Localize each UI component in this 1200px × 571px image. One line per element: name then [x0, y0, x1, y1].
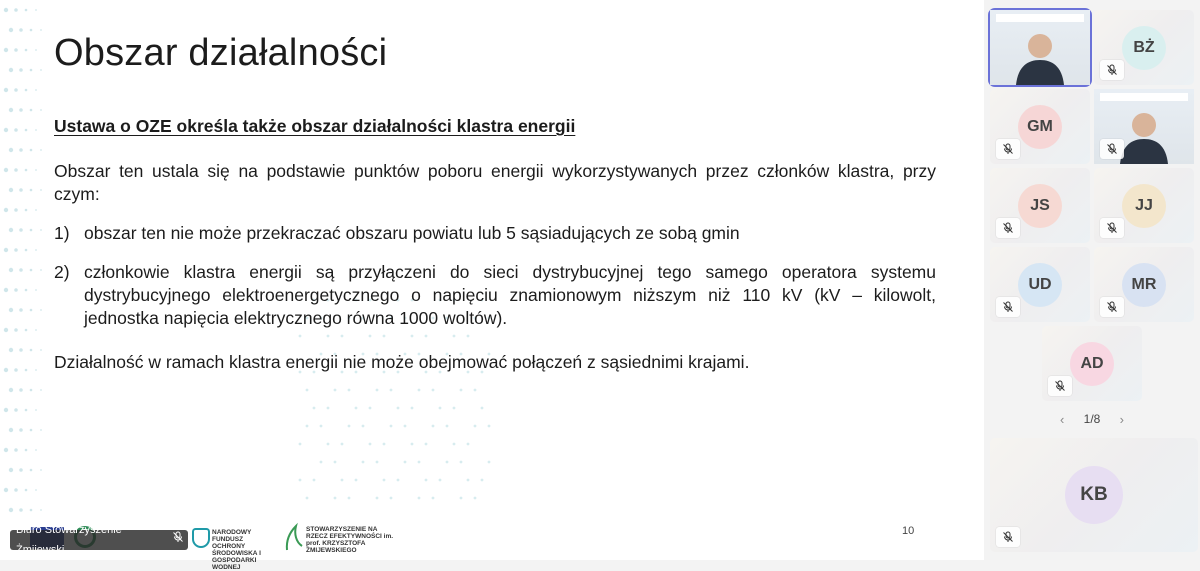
slide-subtitle: Ustawa o OZE określa także obszar działalności klastra energii: [54, 116, 576, 136]
decorative-dot: [25, 209, 28, 212]
decorative-dot: [19, 268, 23, 272]
avatar: [1065, 466, 1123, 524]
decorative-dot: [9, 348, 13, 352]
decorative-dot: [4, 208, 8, 212]
chevron-right-icon[interactable]: ›: [1119, 411, 1124, 427]
avatar-initials: JS: [1030, 196, 1050, 214]
avatar: [1122, 26, 1166, 70]
participant-tile[interactable]: [1094, 10, 1194, 85]
decorative-dot: [362, 425, 365, 428]
participant-pagination: [1060, 410, 1124, 428]
avatar-initials: AD: [1080, 354, 1104, 372]
decorative-dot: [19, 308, 23, 312]
participant-video: [990, 10, 1090, 85]
mic-off-icon: [996, 139, 1020, 159]
decorative-dot: [25, 129, 28, 132]
mic-off-icon: [1100, 218, 1124, 238]
decorative-dot: [40, 29, 42, 31]
decorative-dot: [35, 89, 37, 91]
decorative-dot: [306, 425, 309, 428]
association-logo-text: STOWARZYSZENIE NA RZECZ EFEKTYWNOŚCI im. prof. KRZYSZTOFA ŻMIJEWSKIEGO: [306, 526, 394, 554]
decorative-dot: [334, 389, 337, 392]
decorative-dot: [9, 108, 13, 112]
decorative-dot: [453, 407, 456, 410]
decorative-dot: [320, 461, 323, 464]
decorative-dot: [14, 328, 18, 332]
decorative-dot: [25, 9, 28, 12]
decorative-dot: [369, 407, 372, 410]
decorative-dot: [30, 269, 33, 272]
decorative-dot: [439, 479, 442, 482]
decorative-dot: [14, 368, 18, 372]
participant-tile[interactable]: [990, 89, 1090, 164]
decorative-dot: [397, 479, 400, 482]
decorative-dot: [14, 448, 18, 452]
participant-tile[interactable]: [1094, 247, 1194, 322]
decorative-dot: [446, 461, 449, 464]
decorative-dot: [35, 9, 37, 11]
decorative-dot: [418, 497, 421, 500]
decorative-dot: [432, 425, 435, 428]
slide-page-number: 10: [902, 525, 915, 537]
association-logo-mark: [284, 524, 304, 552]
decorative-dot: [488, 461, 491, 464]
decorative-dot: [19, 388, 23, 392]
list-item: [54, 261, 936, 330]
decorative-dot: [30, 69, 33, 72]
pinned-participant-tile[interactable]: [990, 438, 1198, 552]
decorative-dot: [25, 489, 28, 492]
avatar-initials: GM: [1027, 117, 1053, 135]
mic-off-icon: [1100, 139, 1124, 159]
decorative-dot: [481, 407, 484, 410]
decorative-dot: [474, 389, 477, 392]
decorative-dot: [35, 369, 37, 371]
decorative-dot: [348, 389, 351, 392]
decorative-dot: [474, 497, 477, 500]
decorative-dot: [19, 428, 23, 432]
decorative-dot: [25, 249, 28, 252]
decorative-dot: [9, 468, 13, 472]
decorative-dot: [453, 443, 456, 446]
avatar: [1018, 263, 1062, 307]
mic-off-icon: [1100, 297, 1124, 317]
decorative-dot: [19, 108, 23, 112]
decorative-dot: [362, 461, 365, 464]
decorative-dot: [320, 425, 323, 428]
decorative-dot: [30, 149, 33, 152]
decorative-dot: [14, 168, 18, 172]
decorative-dot: [40, 69, 42, 71]
decorative-dot: [299, 443, 302, 446]
decorative-dot: [327, 407, 330, 410]
decorative-dot: [4, 288, 8, 292]
mic-off-icon: [1048, 376, 1072, 396]
decorative-dot: [4, 88, 8, 92]
decorative-dot: [334, 461, 337, 464]
decorative-dot: [40, 229, 42, 231]
decorative-dot: [376, 389, 379, 392]
avatar: [1018, 105, 1062, 149]
decorative-dot: [40, 389, 42, 391]
decorative-dot: [14, 248, 18, 252]
avatar-initials: JJ: [1135, 196, 1153, 214]
person-video-icon: [990, 10, 1090, 85]
presenter-name: Biuro Stowarzyszenie Żmijewski: [16, 524, 122, 556]
decorative-dot: [30, 469, 33, 472]
decorative-dot: [19, 228, 23, 232]
participant-tile[interactable]: [1094, 168, 1194, 243]
decorative-dot: [341, 443, 344, 446]
fund-logo-mark: [192, 528, 210, 548]
decorative-dot: [341, 479, 344, 482]
decorative-dot: [9, 228, 13, 232]
decorative-dot: [432, 389, 435, 392]
decorative-dot: [25, 449, 28, 452]
decorative-dot: [313, 479, 316, 482]
decorative-dot: [40, 189, 42, 191]
decorative-dot: [460, 389, 463, 392]
decorative-dot: [4, 328, 8, 332]
decorative-dot: [25, 329, 28, 332]
mic-off-icon: [172, 530, 184, 550]
decorative-dot: [9, 508, 13, 512]
decorative-dot: [30, 349, 33, 352]
decorative-dot: [25, 409, 28, 412]
decorative-dot: [383, 443, 386, 446]
avatar-initials: MR: [1131, 275, 1157, 293]
decorative-dot: [376, 461, 379, 464]
decorative-dot: [313, 407, 316, 410]
decorative-dot: [418, 461, 421, 464]
decorative-dot: [355, 479, 358, 482]
decorative-dot: [19, 28, 23, 32]
decorative-dot: [9, 148, 13, 152]
decorative-dot: [383, 479, 386, 482]
decorative-dot: [40, 109, 42, 111]
list-text: członkowie klastra energii są przyłączeni do sieci dystrybucyjnej tego samego operatora systemu dystrybucyjnego elektroenergetycznego o napięciu znamionowym niższym niż 110 kV (kV – kilowolt, jednostka napięcia elektrycznego równa 1000 woltów).: [84, 262, 936, 328]
decorative-dot: [40, 269, 42, 271]
decorative-dot: [25, 89, 28, 92]
decorative-dot: [9, 28, 13, 32]
decorative-dot: [19, 148, 23, 152]
decorative-dot: [19, 508, 23, 512]
decorative-dot: [30, 429, 33, 432]
slide-closing: Działalność w ramach klastra energii nie może obejmować połączeń z sąsiednimi krajami.: [54, 352, 750, 372]
decorative-dot: [404, 425, 407, 428]
decorative-dot: [4, 448, 8, 452]
decorative-dot: [40, 349, 42, 351]
decorative-dot: [40, 309, 42, 311]
decorative-dot: [30, 389, 33, 392]
decorative-dot: [14, 208, 18, 212]
decorative-dot: [425, 479, 428, 482]
decorative-dot: [9, 308, 13, 312]
participant-tile[interactable]: [1042, 326, 1142, 401]
decorative-dot: [9, 428, 13, 432]
decorative-dot: [14, 8, 18, 12]
decorative-dot: [474, 425, 477, 428]
decorative-dot: [439, 407, 442, 410]
decorative-dot: [30, 509, 33, 512]
chevron-left-icon[interactable]: ‹: [1060, 411, 1065, 427]
avatar-initials: BŻ: [1133, 38, 1155, 56]
mic-off-icon: [996, 218, 1020, 238]
decorative-dot: [9, 268, 13, 272]
decorative-dot: [404, 461, 407, 464]
participant-tile[interactable]: [1094, 89, 1194, 164]
avatar: [1018, 184, 1062, 228]
decorative-dot: [40, 429, 42, 431]
decorative-dot: [369, 443, 372, 446]
decorative-dot: [30, 189, 33, 192]
decorative-dot: [4, 48, 8, 52]
list-text: obszar ten nie może przekraczać obszaru powiatu lub 5 sąsiadujących ze sobą gmin: [84, 223, 740, 243]
decorative-dot: [4, 368, 8, 372]
mic-off-icon: [996, 527, 1020, 547]
participant-tile[interactable]: [990, 247, 1090, 322]
decorative-dot: [19, 468, 23, 472]
decorative-dot: [4, 8, 8, 12]
slide-body: [54, 160, 936, 374]
decorative-dot: [25, 289, 28, 292]
decorative-dot: [355, 407, 358, 410]
mic-off-icon: [996, 297, 1020, 317]
decorative-dot: [14, 88, 18, 92]
decorative-dot: [446, 425, 449, 428]
decorative-dot: [488, 425, 491, 428]
avatar-initials: KB: [1080, 484, 1108, 505]
decorative-dot: [40, 469, 42, 471]
avatar: [1122, 184, 1166, 228]
decorative-dot: [30, 109, 33, 112]
decorative-dot: [35, 489, 37, 491]
decorative-dot: [418, 389, 421, 392]
decorative-dot: [411, 443, 414, 446]
decorative-dot: [14, 48, 18, 52]
decorative-dot: [14, 408, 18, 412]
slide-intro: Obszar ten ustala się na podstawie punktów poboru energii wykorzystywanych przez członków klastra, przy czym:: [54, 161, 936, 204]
decorative-dot: [25, 169, 28, 172]
decorative-dot: [40, 149, 42, 151]
decorative-dot: [327, 443, 330, 446]
decorative-dot: [25, 49, 28, 52]
avatar: [1070, 342, 1114, 386]
decorative-dot: [14, 288, 18, 292]
fund-logo-text: NARODOWY FUNDUSZ OCHRONY ŚRODOWISKA I GOSPODARKI WODNEJ: [212, 529, 261, 571]
decorative-dot: [35, 169, 37, 171]
mic-off-icon: [1100, 60, 1124, 80]
decorative-dot: [35, 209, 37, 211]
decorative-dot: [4, 168, 8, 172]
decorative-dot: [35, 409, 37, 411]
decorative-dot: [390, 389, 393, 392]
decorative-dot: [19, 188, 23, 192]
participant-tile[interactable]: [990, 10, 1090, 85]
decorative-dot: [35, 249, 37, 251]
decorative-dot: [19, 68, 23, 72]
decorative-dot: [35, 329, 37, 331]
participant-tile[interactable]: [990, 168, 1090, 243]
decorative-dot: [35, 449, 37, 451]
decorative-dot: [19, 348, 23, 352]
list-number: 1): [54, 223, 70, 243]
decorative-dot: [425, 443, 428, 446]
decorative-dot: [460, 461, 463, 464]
decorative-dot: [348, 425, 351, 428]
decorative-dot: [390, 425, 393, 428]
list-item: [54, 222, 936, 245]
decorative-dot: [467, 479, 470, 482]
slide-title: Obszar działalności: [54, 32, 388, 74]
decorative-dot: [4, 128, 8, 132]
decorative-dot: [14, 128, 18, 132]
decorative-dot: [390, 497, 393, 500]
decorative-dot: [4, 248, 8, 252]
list-number: 2): [54, 262, 70, 282]
decorative-dot: [14, 488, 18, 492]
decorative-dot: [334, 497, 337, 500]
decorative-dot: [35, 49, 37, 51]
avatar: [1122, 263, 1166, 307]
decorative-dot: [35, 289, 37, 291]
decorative-dot: [4, 408, 8, 412]
decorative-dot: [432, 497, 435, 500]
avatar-initials: UD: [1028, 275, 1052, 293]
decorative-dot: [467, 443, 470, 446]
decorative-dot: [25, 369, 28, 372]
decorative-dot: [460, 497, 463, 500]
decorative-dot: [306, 389, 309, 392]
decorative-dot: [481, 479, 484, 482]
decorative-dot: [35, 129, 37, 131]
pagination-label: 1/8: [1083, 412, 1101, 426]
presenter-name-tag: [10, 524, 188, 556]
decorative-dot: [40, 509, 42, 511]
decorative-dot: [376, 497, 379, 500]
decorative-dot: [9, 68, 13, 72]
decorative-dot: [30, 229, 33, 232]
decorative-dot: [4, 488, 8, 492]
decorative-dot: [397, 407, 400, 410]
decorative-dot: [299, 479, 302, 482]
decorative-dot: [30, 309, 33, 312]
decorative-dot: [306, 497, 309, 500]
decorative-dot: [9, 188, 13, 192]
decorative-dot: [30, 29, 33, 32]
decorative-dot: [411, 407, 414, 410]
decorative-dot: [348, 497, 351, 500]
decorative-dot: [9, 388, 13, 392]
